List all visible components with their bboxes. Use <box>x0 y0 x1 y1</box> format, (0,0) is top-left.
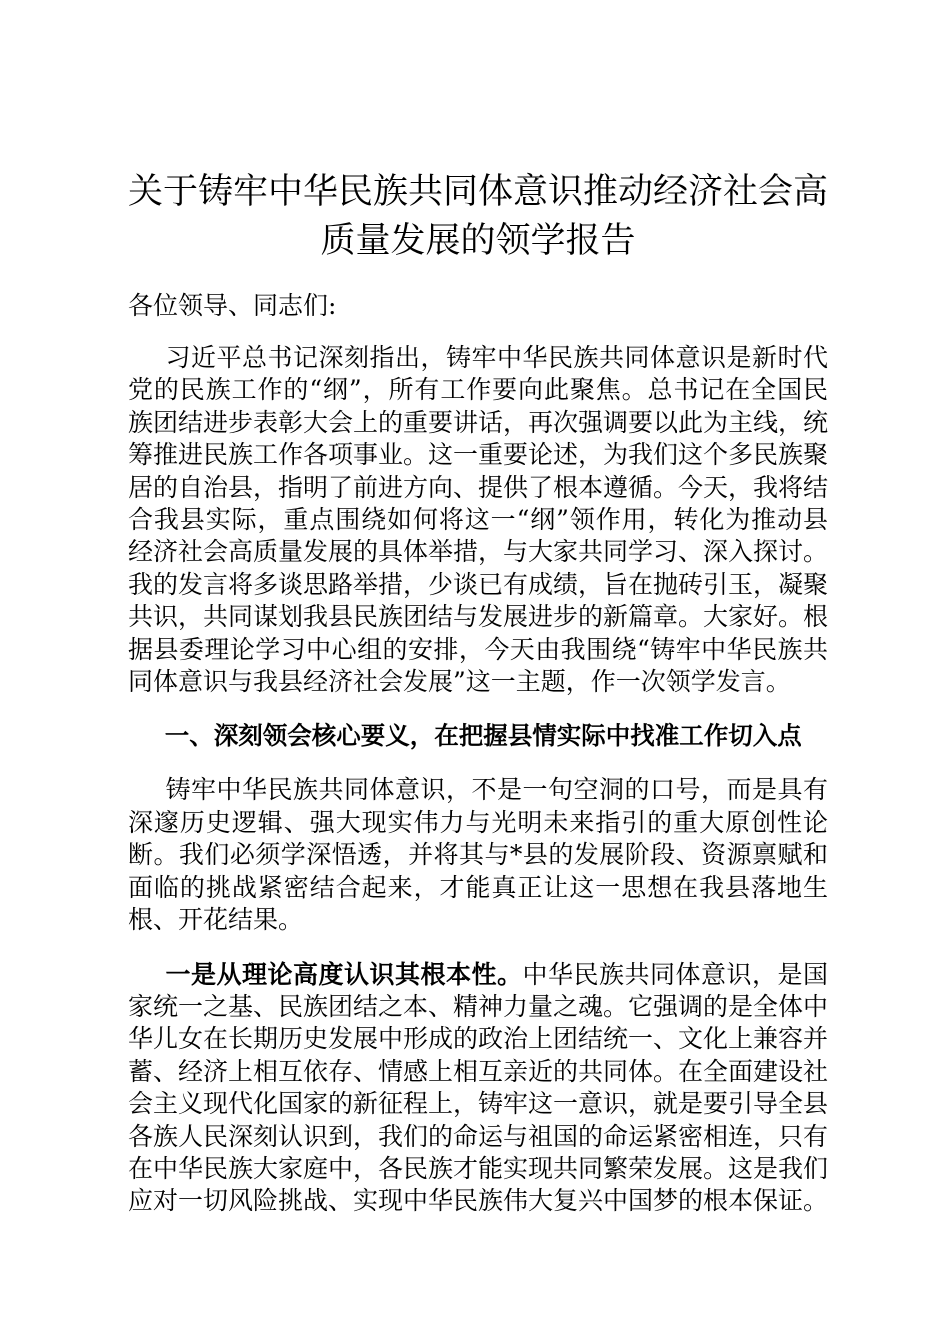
title-line-2: 质量发展的领学报告 <box>320 221 636 261</box>
paragraph-body-text: 中华民族共同体意识，是国家统一之基、民族团结之本、精神力量之魂。它强调的是全体中华儿女在长期历史发展中形成的政治上团结统一、文化上兼容并蓄、经济上相互依存、情感上相互亲近的共同体。在全面建设社会主义现代化国家的新征程上，铸牢这一意识，就是要引导全县各族人民深刻认识到，我们的命运与祖国的命运紧密相连，只有在中华民族大家庭中，各民族才能实现共同繁荣发展。这是我们应对一切风险挑战、实现中华民族伟大复兴中国梦的根本保证。 <box>128 959 829 1216</box>
paragraph-point-1 <box>128 959 828 1218</box>
section-heading-1: 一、深刻领会核心要义，在把握县情实际中找准工作切入点 <box>164 721 802 751</box>
salutation: 各位领导、同志们: <box>128 291 337 320</box>
paragraph-lead-phrase: 一是从理论高度认识其根本性。 <box>165 959 523 989</box>
paragraph-opening: 习近平总书记深刻指出，铸牢中华民族共同体意识是新时代党的民族工作的“纲”，所有工作要向此聚焦。总书记在全国民族团结进步表彰大会上的重要讲话，再次强调要以此为主线，统筹推进民族工作各项事业。这一重要论述，为我们这个多民族聚居的自治县，指明了前进方向、提供了根本遵循。今天，我将结合我县实际，重点围绕如何将这一“纲”领作用，转化为推动县经济社会高质量发展的具体举措，与大家共同学习、深入探讨。我的发言将多谈思路举措，少谈已有成绩，旨在抛砖引玉，凝聚共识，共同谋划我县民族团结与发展进步的新篇章。大家好。根据县委理论学习中心组的安排，今天由我围绕“铸牢中华民族共同体意识与我县经济社会发展”这一主题，作一次领学发言。 <box>128 343 829 697</box>
document-title <box>128 168 828 266</box>
title-line-1: 关于铸牢中华民族共同体意识推动经济社会高 <box>128 172 829 212</box>
document-page <box>128 168 828 1218</box>
paragraph-section-1-intro: 铸牢中华民族共同体意识，不是一句空洞的口号，而是具有深邃历史逻辑、强大现实伟力与光明未来指引的重大原创性论断。我们必须学深悟透，并将其与*县的发展阶段、资源禀赋和面临的挑战紧密结合起来，才能真正让这一思想在我县落地生根、开花结果。 <box>128 775 828 935</box>
